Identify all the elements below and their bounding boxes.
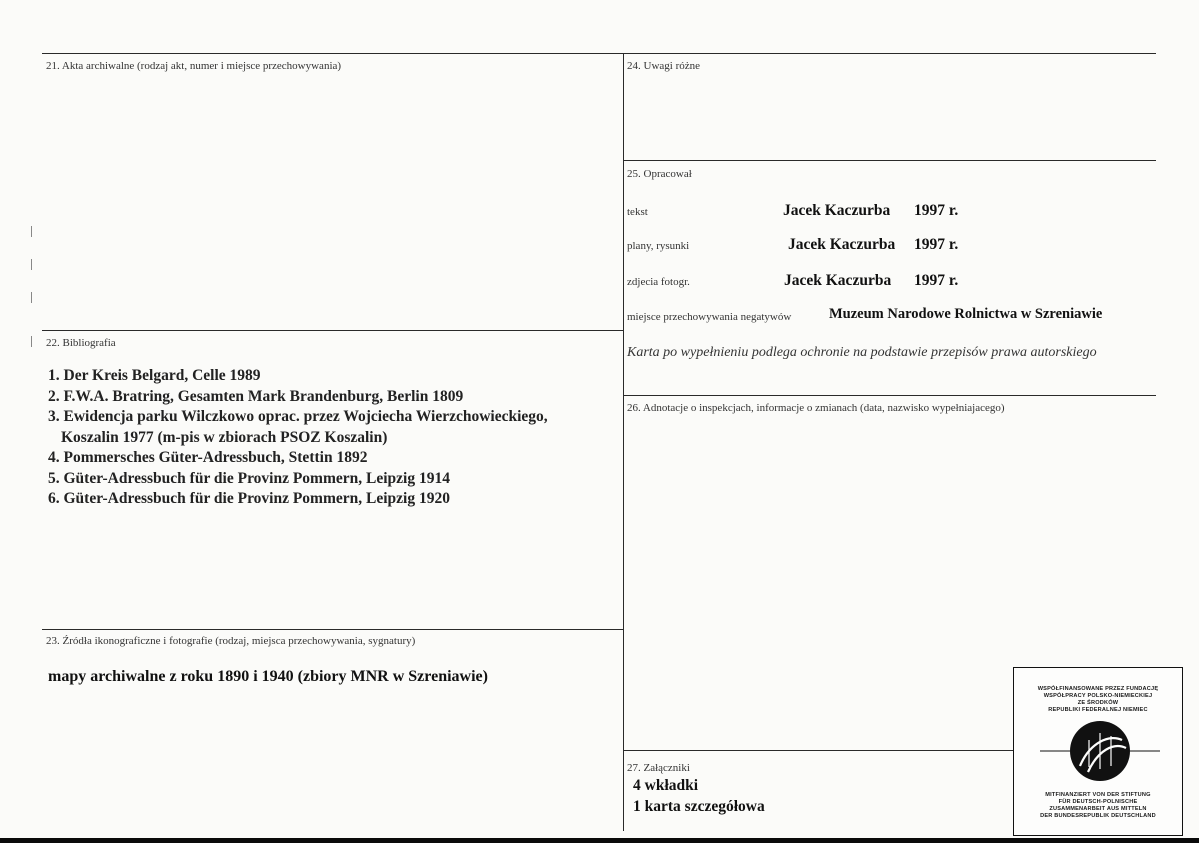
author-row-label-photos: zdjecia fotogr. [627,276,690,288]
stamp-german-text [1014,792,1182,820]
rule-24-25 [623,160,1156,161]
section-27-label: 27. Załączniki [627,762,690,774]
author-year-text: 1997 r. [914,202,959,219]
bibliography-item: 4. Pommersches Güter-Adressbuch, Stettin 1892 [48,449,368,466]
stamp-line: FÜR DEUTSCH-POLNISCHE [1058,799,1138,805]
author-year-photos: 1997 r. [914,272,959,289]
margin-tick [31,336,32,347]
copyright-note: Karta po wypełnieniu podlega ochronie na podstawie przepisów prawa autorskiego [627,345,1097,360]
margin-tick [31,259,32,270]
bibliography-item: 6. Güter-Adressbuch für die Provinz Pommern, Leipzig 1920 [48,490,450,507]
stamp-line: MITFINANZIERT VON DER STIFTUNG [1045,792,1151,798]
bibliography-list [48,366,548,510]
stamp-line: ZUSAMMENARBEIT AUS MITTELN [1049,806,1147,812]
author-year-plans: 1997 r. [914,236,959,253]
rule-25-26 [623,395,1156,396]
attachment-item: 4 wkładki [633,777,699,794]
center-divider [623,53,624,831]
author-row-label-plans: plany, rysunki [627,240,690,252]
rule-22-23 [42,629,623,630]
bibliography-item: 1. Der Kreis Belgard, Celle 1989 [48,367,261,384]
stamp-line: REPUBLIKI FEDERALNEJ NIEMIEC [1048,707,1148,713]
bibliography-item: 5. Güter-Adressbuch für die Provinz Pommern, Leipzig 1914 [48,469,450,487]
author-name-plans: Jacek Kaczurba [788,236,896,253]
section-26-label: 26. Adnotacje o inspekcjach, informacje o zmianach (data, nazwisko wypełniajacego) [627,402,1005,414]
stamp-polish-text [1014,686,1182,714]
stamp-line: DER BUNDESREPUBLIK DEUTSCHLAND [1040,813,1156,819]
section-21-label: 21. Akta archiwalne (rodzaj akt, numer i miejsce przechowywania) [46,60,342,72]
rule-21-22 [42,330,623,331]
attachment-item: 1 karta szczegółowa [633,798,765,815]
scan-bottom-edge [0,838,1199,843]
iconography-sources: mapy archiwalne z roku 1890 i 1940 (zbiory MNR w Szreniawie) [48,668,488,685]
margin-tick [31,292,32,303]
top-rule [42,53,1156,54]
section-23-label: 23. Źródła ikonograficzne i fotografie (rodzaj, miejsca przechowywania, sygnatury) [46,635,416,647]
negatives-location-label: miejsce przechowywania negatywów [627,311,792,323]
stamp-line: WSPÓŁPRACY POLSKO-NIEMIECKIEJ [1043,693,1153,699]
author-name-photos: Jacek Kaczurba [784,272,892,289]
bibliography-item-continuation: Koszalin 1977 (m-pis w zbiorach PSOZ Koszalin) [61,428,388,446]
stamp-line: WSPÓŁFINANSOWANE PRZEZ FUNDACJĘ [1037,686,1159,692]
foundation-bridge-logo-icon [1014,720,1182,790]
rule-26-27 [623,750,1013,751]
funding-stamp [1013,667,1183,836]
margin-tick [31,226,32,237]
stamp-line: ZE ŚRODKÓW [1077,700,1119,706]
author-row-label-text: tekst [627,206,648,218]
section-22-label: 22. Bibliografia [46,337,116,349]
bibliography-item: 2. F.W.A. Bratring, Gesamten Mark Brandenburg, Berlin 1809 [48,387,464,405]
section-24-label: 24. Uwagi różne [627,60,701,72]
section-25-label: 25. Opracował [627,168,692,180]
bibliography-item: 3. Ewidencja parku Wilczkowo oprac. przez Wojciecha Wierzchowieckiego, [48,408,548,425]
author-name-text: Jacek Kaczurba [783,202,891,219]
negatives-location-value: Muzeum Narodowe Rolnictwa w Szreniawie [829,306,1103,322]
